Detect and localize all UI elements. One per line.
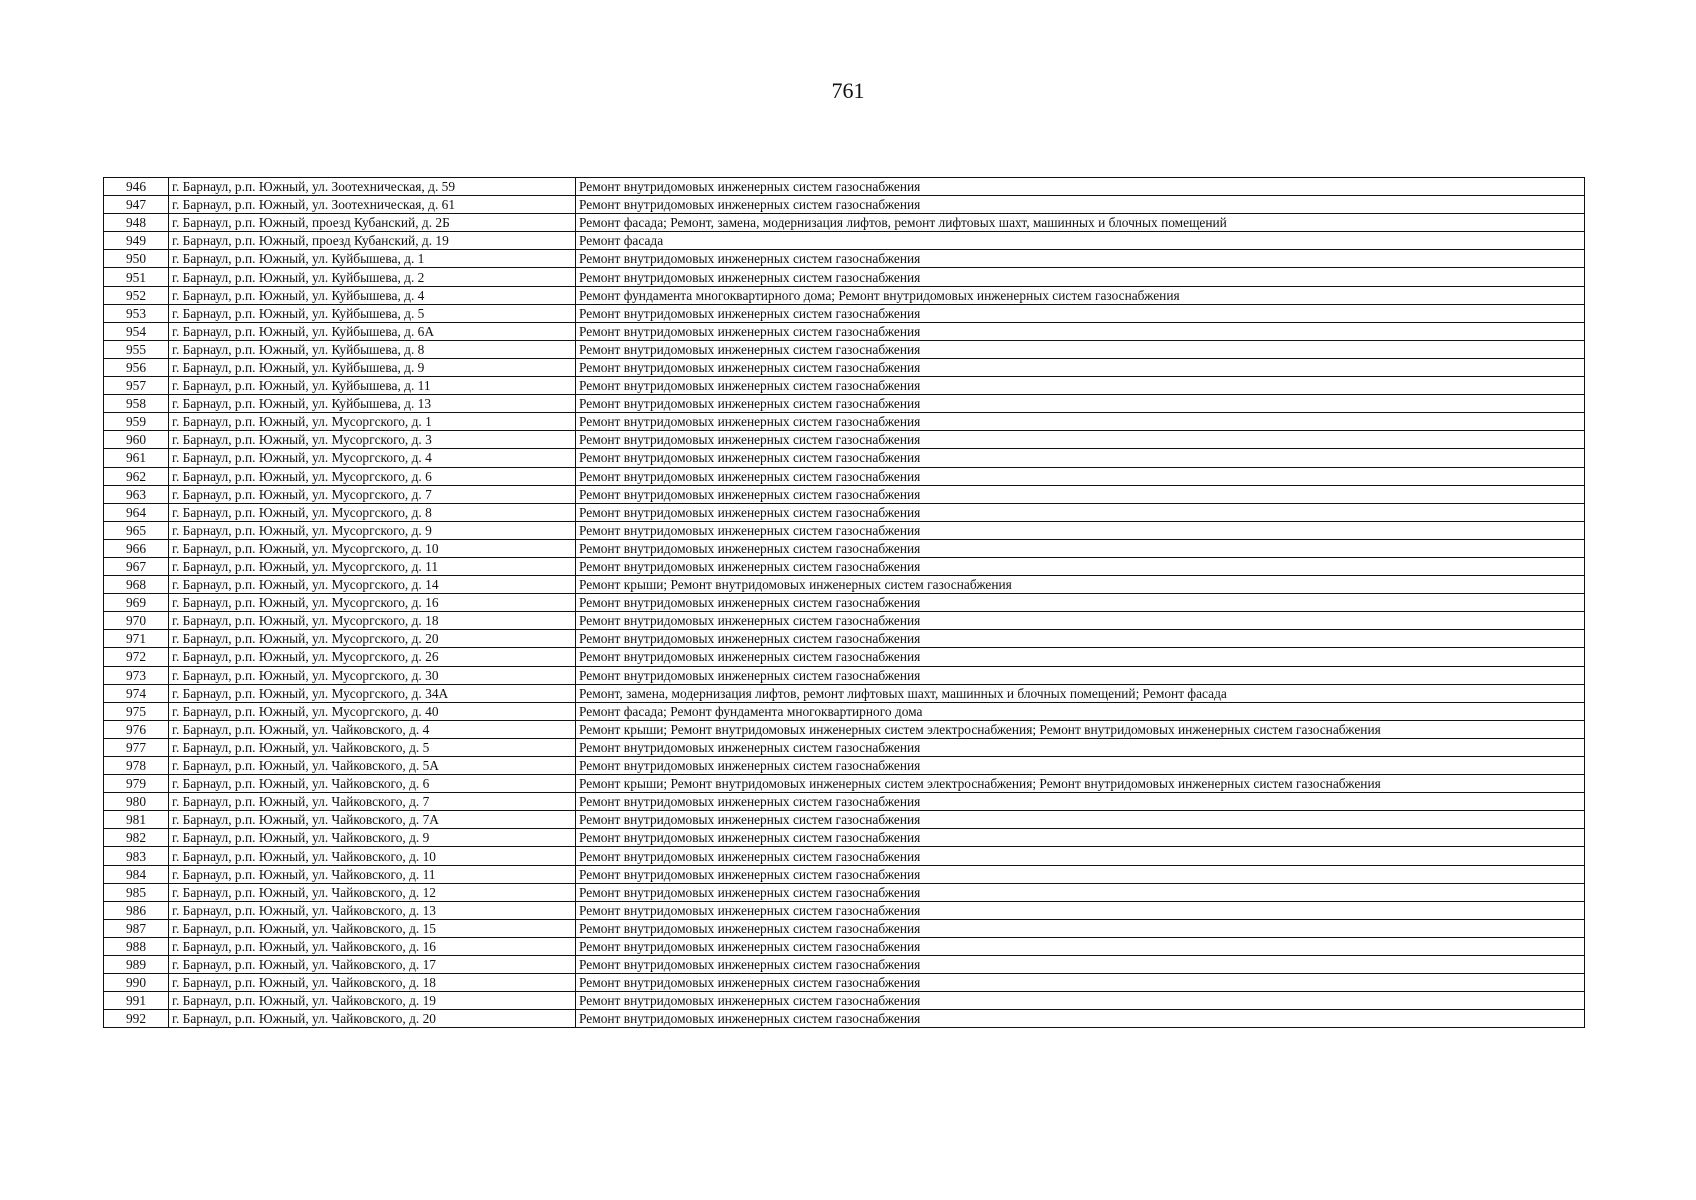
address-cell: г. Барнаул, р.п. Южный, ул. Чайковского, д. 12 (169, 883, 576, 901)
table-row (104, 865, 1585, 883)
address-cell: г. Барнаул, р.п. Южный, ул. Чайковского, д. 9 (169, 829, 576, 847)
row-number-cell: 991 (104, 992, 169, 1010)
table-row (104, 322, 1585, 340)
table-row (104, 666, 1585, 684)
table-row (104, 594, 1585, 612)
row-number-cell: 988 (104, 937, 169, 955)
work-type-cell: Ремонт внутридомовых инженерных систем газоснабжения (576, 594, 1585, 612)
work-type-cell: Ремонт фасада; Ремонт, замена, модернизация лифтов, ремонт лифтовых шахт, машинных и блочных помещений (576, 214, 1585, 232)
address-cell: г. Барнаул, р.п. Южный, ул. Куйбышева, д. 13 (169, 395, 576, 413)
address-cell: г. Барнаул, р.п. Южный, ул. Мусоргского, д. 40 (169, 702, 576, 720)
table-row (104, 503, 1585, 521)
address-cell: г. Барнаул, р.п. Южный, ул. Чайковского, д. 10 (169, 847, 576, 865)
address-cell: г. Барнаул, р.п. Южный, ул. Чайковского, д. 13 (169, 901, 576, 919)
work-type-cell: Ремонт фасада (576, 232, 1585, 250)
address-cell: г. Барнаул, р.п. Южный, ул. Мусоргского, д. 14 (169, 576, 576, 594)
address-cell: г. Барнаул, р.п. Южный, ул. Мусоргского, д. 26 (169, 648, 576, 666)
work-type-cell: Ремонт внутридомовых инженерных систем газоснабжения (576, 340, 1585, 358)
work-type-cell: Ремонт внутридомовых инженерных систем газоснабжения (576, 503, 1585, 521)
address-cell: г. Барнаул, р.п. Южный, ул. Мусоргского, д. 6 (169, 467, 576, 485)
row-number-cell: 986 (104, 901, 169, 919)
table-row (104, 250, 1585, 268)
table-row (104, 485, 1585, 503)
row-number-cell: 983 (104, 847, 169, 865)
row-number-cell: 955 (104, 340, 169, 358)
row-number-cell: 992 (104, 1010, 169, 1028)
row-number-cell: 967 (104, 557, 169, 575)
table-row (104, 214, 1585, 232)
address-cell: г. Барнаул, р.п. Южный, ул. Чайковского, д. 5 (169, 738, 576, 756)
row-number-cell: 980 (104, 793, 169, 811)
row-number-cell: 952 (104, 286, 169, 304)
address-cell: г. Барнаул, р.п. Южный, ул. Куйбышева, д. 4 (169, 286, 576, 304)
row-number-cell: 961 (104, 449, 169, 467)
work-type-cell: Ремонт внутридомовых инженерных систем газоснабжения (576, 738, 1585, 756)
address-cell: г. Барнаул, р.п. Южный, ул. Чайковского, д. 19 (169, 992, 576, 1010)
address-cell: г. Барнаул, р.п. Южный, ул. Мусоргского, д. 30 (169, 666, 576, 684)
work-type-cell: Ремонт внутридомовых инженерных систем газоснабжения (576, 883, 1585, 901)
work-type-cell: Ремонт внутридомовых инженерных систем газоснабжения (576, 521, 1585, 539)
work-type-cell: Ремонт внутридомовых инженерных систем газоснабжения (576, 377, 1585, 395)
address-cell: г. Барнаул, р.п. Южный, ул. Чайковского, д. 7 (169, 793, 576, 811)
row-number-cell: 959 (104, 413, 169, 431)
registry-table (103, 177, 1585, 1028)
row-number-cell: 949 (104, 232, 169, 250)
table-row (104, 684, 1585, 702)
table-row (104, 268, 1585, 286)
work-type-cell: Ремонт внутридомовых инженерных систем газоснабжения (576, 919, 1585, 937)
row-number-cell: 962 (104, 467, 169, 485)
address-cell: г. Барнаул, р.п. Южный, проезд Кубанский, д. 2Б (169, 214, 576, 232)
row-number-cell: 951 (104, 268, 169, 286)
row-number-cell: 964 (104, 503, 169, 521)
work-type-cell: Ремонт внутридомовых инженерных систем газоснабжения (576, 250, 1585, 268)
table-row (104, 377, 1585, 395)
row-number-cell: 990 (104, 974, 169, 992)
work-type-cell: Ремонт внутридомовых инженерных систем газоснабжения (576, 865, 1585, 883)
table-body (104, 178, 1585, 1028)
table-row (104, 956, 1585, 974)
address-cell: г. Барнаул, р.п. Южный, ул. Мусоргского, д. 3 (169, 431, 576, 449)
table-row (104, 775, 1585, 793)
row-number-cell: 957 (104, 377, 169, 395)
row-number-cell: 969 (104, 594, 169, 612)
table-row (104, 738, 1585, 756)
work-type-cell: Ремонт внутридомовых инженерных систем газоснабжения (576, 1010, 1585, 1028)
work-type-cell: Ремонт внутридомовых инженерных систем газоснабжения (576, 956, 1585, 974)
row-number-cell: 981 (104, 811, 169, 829)
row-number-cell: 963 (104, 485, 169, 503)
work-type-cell: Ремонт внутридомовых инженерных систем газоснабжения (576, 630, 1585, 648)
table-row (104, 702, 1585, 720)
work-type-cell: Ремонт внутридомовых инженерных систем газоснабжения (576, 485, 1585, 503)
table-row (104, 829, 1585, 847)
work-type-cell: Ремонт внутридомовых инженерных систем газоснабжения (576, 413, 1585, 431)
address-cell: г. Барнаул, р.п. Южный, ул. Чайковского, д. 11 (169, 865, 576, 883)
table-row (104, 178, 1585, 196)
work-type-cell: Ремонт внутридомовых инженерных систем газоснабжения (576, 937, 1585, 955)
address-cell: г. Барнаул, р.п. Южный, ул. Чайковского, д. 16 (169, 937, 576, 955)
address-cell: г. Барнаул, р.п. Южный, проезд Кубанский, д. 19 (169, 232, 576, 250)
address-cell: г. Барнаул, р.п. Южный, ул. Мусоргского, д. 7 (169, 485, 576, 503)
table-row (104, 974, 1585, 992)
address-cell: г. Барнаул, р.п. Южный, ул. Чайковского, д. 6 (169, 775, 576, 793)
address-cell: г. Барнаул, р.п. Южный, ул. Куйбышева, д. 11 (169, 377, 576, 395)
table-row (104, 286, 1585, 304)
table-row (104, 395, 1585, 413)
address-cell: г. Барнаул, р.п. Южный, ул. Мусоргского, д. 16 (169, 594, 576, 612)
row-number-cell: 971 (104, 630, 169, 648)
work-type-cell: Ремонт крыши; Ремонт внутридомовых инженерных систем электроснабжения; Ремонт внутридомовых инженерных систем газоснабжения (576, 720, 1585, 738)
address-cell: г. Барнаул, р.п. Южный, ул. Куйбышева, д. 8 (169, 340, 576, 358)
work-type-cell: Ремонт внутридомовых инженерных систем газоснабжения (576, 757, 1585, 775)
work-type-cell: Ремонт фундамента многоквартирного дома; Ремонт внутридомовых инженерных систем газоснабжения (576, 286, 1585, 304)
work-type-cell: Ремонт внутридомовых инженерных систем газоснабжения (576, 557, 1585, 575)
address-cell: г. Барнаул, р.п. Южный, ул. Зоотехническая, д. 59 (169, 178, 576, 196)
address-cell: г. Барнаул, р.п. Южный, ул. Мусоргского, д. 8 (169, 503, 576, 521)
row-number-cell: 976 (104, 720, 169, 738)
work-type-cell: Ремонт внутридомовых инженерных систем газоснабжения (576, 395, 1585, 413)
table-row (104, 539, 1585, 557)
address-cell: г. Барнаул, р.п. Южный, ул. Чайковского, д. 20 (169, 1010, 576, 1028)
work-type-cell: Ремонт внутридомовых инженерных систем газоснабжения (576, 793, 1585, 811)
address-cell: г. Барнаул, р.п. Южный, ул. Мусоргского, д. 11 (169, 557, 576, 575)
table-row (104, 557, 1585, 575)
work-type-cell: Ремонт внутридомовых инженерных систем газоснабжения (576, 322, 1585, 340)
table-row (104, 883, 1585, 901)
row-number-cell: 950 (104, 250, 169, 268)
row-number-cell: 984 (104, 865, 169, 883)
table-row (104, 793, 1585, 811)
row-number-cell: 956 (104, 358, 169, 376)
table-row (104, 937, 1585, 955)
work-type-cell: Ремонт внутридомовых инженерных систем газоснабжения (576, 196, 1585, 214)
work-type-cell: Ремонт внутридомовых инженерных систем газоснабжения (576, 974, 1585, 992)
address-cell: г. Барнаул, р.п. Южный, ул. Чайковского, д. 15 (169, 919, 576, 937)
address-cell: г. Барнаул, р.п. Южный, ул. Куйбышева, д. 1 (169, 250, 576, 268)
table-row (104, 630, 1585, 648)
table-row (104, 720, 1585, 738)
row-number-cell: 954 (104, 322, 169, 340)
work-type-cell: Ремонт внутридомовых инженерных систем газоснабжения (576, 829, 1585, 847)
work-type-cell: Ремонт крыши; Ремонт внутридомовых инженерных систем газоснабжения (576, 576, 1585, 594)
table-row (104, 1010, 1585, 1028)
table-row (104, 901, 1585, 919)
work-type-cell: Ремонт внутридомовых инженерных систем газоснабжения (576, 449, 1585, 467)
work-type-cell: Ремонт внутридомовых инженерных систем газоснабжения (576, 901, 1585, 919)
work-type-cell: Ремонт крыши; Ремонт внутридомовых инженерных систем электроснабжения; Ремонт внутридомовых инженерных систем газоснабжения (576, 775, 1585, 793)
table-row (104, 847, 1585, 865)
address-cell: г. Барнаул, р.п. Южный, ул. Мусоргского, д. 34А (169, 684, 576, 702)
address-cell: г. Барнаул, р.п. Южный, ул. Куйбышева, д. 5 (169, 304, 576, 322)
work-type-cell: Ремонт внутридомовых инженерных систем газоснабжения (576, 612, 1585, 630)
table-row (104, 431, 1585, 449)
work-type-cell: Ремонт внутридомовых инженерных систем газоснабжения (576, 666, 1585, 684)
table-row (104, 757, 1585, 775)
address-cell: г. Барнаул, р.п. Южный, ул. Чайковского, д. 4 (169, 720, 576, 738)
work-type-cell: Ремонт внутридомовых инженерных систем газоснабжения (576, 304, 1585, 322)
work-type-cell: Ремонт внутридомовых инженерных систем газоснабжения (576, 847, 1585, 865)
row-number-cell: 958 (104, 395, 169, 413)
row-number-cell: 973 (104, 666, 169, 684)
table-row (104, 358, 1585, 376)
work-type-cell: Ремонт, замена, модернизация лифтов, ремонт лифтовых шахт, машинных и блочных помещений; Ремонт фасада (576, 684, 1585, 702)
table-row (104, 521, 1585, 539)
work-type-cell: Ремонт внутридомовых инженерных систем газоснабжения (576, 539, 1585, 557)
address-cell: г. Барнаул, р.п. Южный, ул. Мусоргского, д. 20 (169, 630, 576, 648)
address-cell: г. Барнаул, р.п. Южный, ул. Куйбышева, д. 6А (169, 322, 576, 340)
work-type-cell: Ремонт внутридомовых инженерных систем газоснабжения (576, 358, 1585, 376)
row-number-cell: 972 (104, 648, 169, 666)
row-number-cell: 946 (104, 178, 169, 196)
work-type-cell: Ремонт фасада; Ремонт фундамента многоквартирного дома (576, 702, 1585, 720)
address-cell: г. Барнаул, р.п. Южный, ул. Мусоргского, д. 1 (169, 413, 576, 431)
row-number-cell: 970 (104, 612, 169, 630)
address-cell: г. Барнаул, р.п. Южный, ул. Чайковского, д. 17 (169, 956, 576, 974)
row-number-cell: 975 (104, 702, 169, 720)
table-row (104, 232, 1585, 250)
row-number-cell: 960 (104, 431, 169, 449)
table-row (104, 811, 1585, 829)
address-cell: г. Барнаул, р.п. Южный, ул. Чайковского, д. 18 (169, 974, 576, 992)
table-row (104, 304, 1585, 322)
row-number-cell: 979 (104, 775, 169, 793)
address-cell: г. Барнаул, р.п. Южный, ул. Мусоргского, д. 4 (169, 449, 576, 467)
address-cell: г. Барнаул, р.п. Южный, ул. Куйбышева, д. 9 (169, 358, 576, 376)
address-cell: г. Барнаул, р.п. Южный, ул. Мусоргского, д. 9 (169, 521, 576, 539)
work-type-cell: Ремонт внутридомовых инженерных систем газоснабжения (576, 992, 1585, 1010)
address-cell: г. Барнаул, р.п. Южный, ул. Чайковского, д. 5А (169, 757, 576, 775)
address-cell: г. Барнаул, р.п. Южный, ул. Мусоргского, д. 18 (169, 612, 576, 630)
table-row (104, 449, 1585, 467)
work-type-cell: Ремонт внутридомовых инженерных систем газоснабжения (576, 648, 1585, 666)
row-number-cell: 987 (104, 919, 169, 937)
row-number-cell: 982 (104, 829, 169, 847)
table-row (104, 467, 1585, 485)
row-number-cell: 985 (104, 883, 169, 901)
row-number-cell: 947 (104, 196, 169, 214)
row-number-cell: 974 (104, 684, 169, 702)
row-number-cell: 978 (104, 757, 169, 775)
table-row (104, 919, 1585, 937)
address-cell: г. Барнаул, р.п. Южный, ул. Мусоргского, д. 10 (169, 539, 576, 557)
work-type-cell: Ремонт внутридомовых инженерных систем газоснабжения (576, 178, 1585, 196)
address-cell: г. Барнаул, р.п. Южный, ул. Зоотехническая, д. 61 (169, 196, 576, 214)
table-row (104, 648, 1585, 666)
row-number-cell: 948 (104, 214, 169, 232)
address-cell: г. Барнаул, р.п. Южный, ул. Чайковского, д. 7А (169, 811, 576, 829)
row-number-cell: 989 (104, 956, 169, 974)
work-type-cell: Ремонт внутридомовых инженерных систем газоснабжения (576, 431, 1585, 449)
table-row (104, 413, 1585, 431)
row-number-cell: 966 (104, 539, 169, 557)
work-type-cell: Ремонт внутридомовых инженерных систем газоснабжения (576, 268, 1585, 286)
table-row (104, 612, 1585, 630)
row-number-cell: 953 (104, 304, 169, 322)
address-cell: г. Барнаул, р.п. Южный, ул. Куйбышева, д. 2 (169, 268, 576, 286)
page-number: 761 (831, 78, 865, 103)
row-number-cell: 968 (104, 576, 169, 594)
work-type-cell: Ремонт внутридомовых инженерных систем газоснабжения (576, 467, 1585, 485)
row-number-cell: 977 (104, 738, 169, 756)
table-row (104, 196, 1585, 214)
table-row (104, 992, 1585, 1010)
table-row (104, 576, 1585, 594)
work-type-cell: Ремонт внутридомовых инженерных систем газоснабжения (576, 811, 1585, 829)
row-number-cell: 965 (104, 521, 169, 539)
table-row (104, 340, 1585, 358)
